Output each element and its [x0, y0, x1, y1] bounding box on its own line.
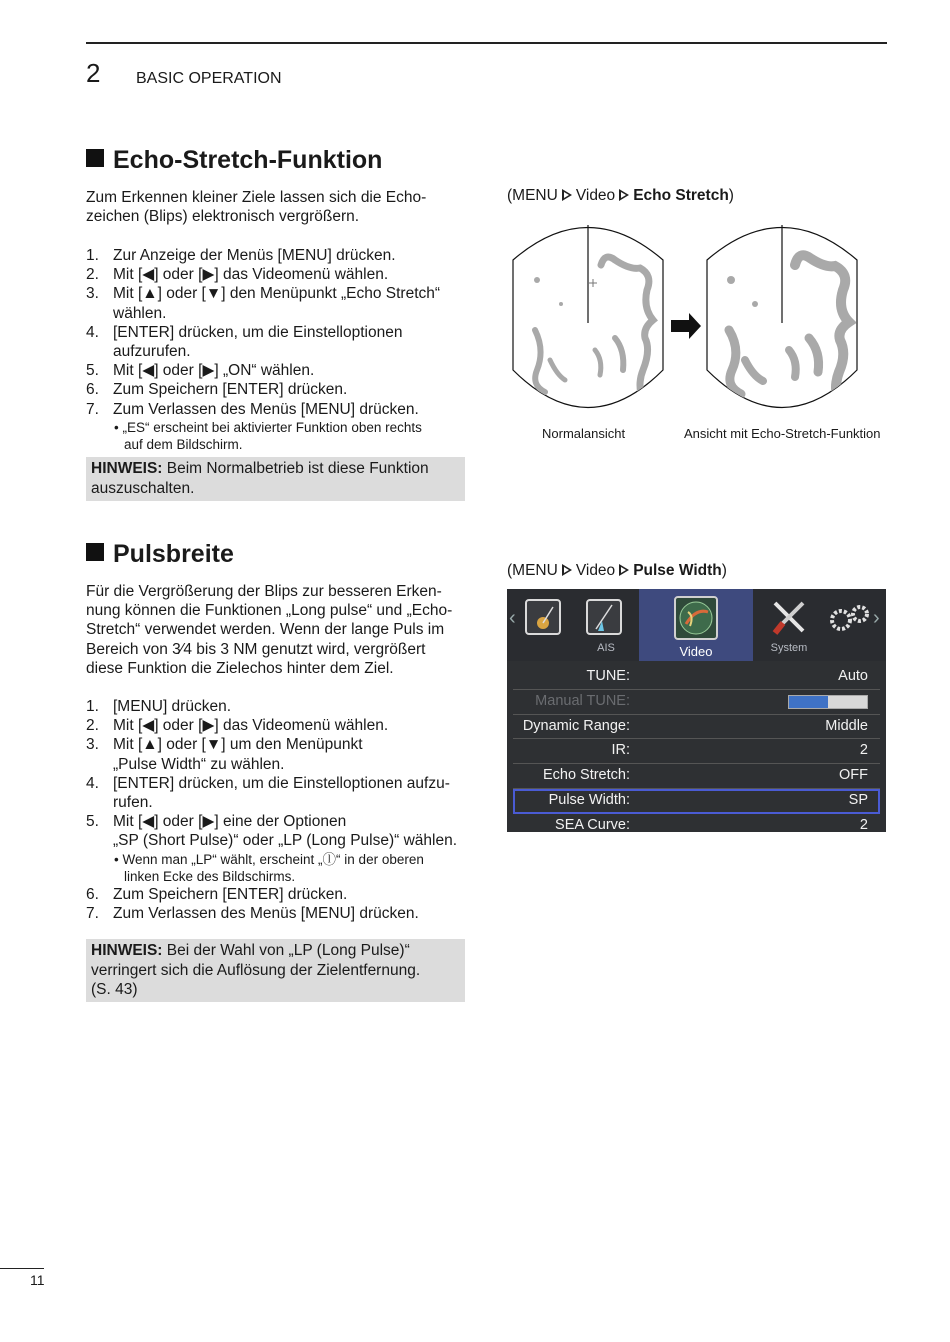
radar-video-menu	[507, 589, 886, 832]
caption-echo-stretch: Ansicht mit Echo-Stretch-Funktion	[684, 426, 881, 441]
caption-normal: Normalansicht	[542, 426, 626, 441]
radar-echo-stretch-view	[707, 225, 857, 408]
list-item: 2. Mit [◀] oder [▶] das Videomenü wählen.	[86, 266, 389, 284]
list-item: 7. Zum Verlassen des Menüs [MENU] drücken.	[86, 904, 419, 922]
pulse-menu-path: (MENU Video Pulse Width)	[507, 562, 727, 579]
tab-system[interactable]: System	[753, 589, 825, 661]
echo-note: HINWEIS: Beim Normalbetrieb ist diese Funktion auszuschalten.	[86, 457, 465, 501]
header-rule	[86, 42, 887, 44]
footer-rule	[0, 1268, 44, 1269]
menu-row-sea-curve[interactable]: SEA Curve: 2	[555, 816, 868, 832]
tab-video[interactable]: Video	[639, 589, 753, 661]
ais-icon	[586, 599, 622, 635]
wrench-screwdriver-icon	[769, 597, 809, 637]
list-item: 3. Mit [▲] oder [▼] den Menüpunkt „Echo Stretch“ wählen.	[86, 285, 441, 322]
menu-row-tune[interactable]: TUNE: Auto	[513, 665, 880, 690]
manual-tune-bar	[788, 695, 868, 709]
arrow-right-icon	[562, 189, 572, 201]
menu-row-pulse-width[interactable]: Pulse Width: SP	[513, 789, 880, 814]
chevron-right-icon[interactable]: ›	[873, 607, 880, 629]
echo-intro: Zum Erkennen kleiner Ziele lassen sich die Echo- zeichen (Blips) elektronisch vergrößern.	[86, 189, 427, 226]
manual-tune-bar-fill	[789, 696, 828, 708]
list-item: 6. Zum Speichern [ENTER] drücken.	[86, 381, 348, 399]
list-item: 3. Mit [▲] oder [▼] um den Menüpunkt „Pulse Width“ zu wählen.	[86, 736, 363, 773]
tab-settings[interactable]	[825, 589, 875, 661]
radar-gauge-icon	[525, 599, 561, 635]
arrow-right-icon	[619, 189, 629, 201]
list-item: 2. Mit [◀] oder [▶] das Videomenü wählen.	[86, 717, 389, 735]
pulse-steps	[86, 697, 471, 923]
list-item: 6. Zum Speichern [ENTER] drücken.	[86, 885, 348, 903]
arrow-right-icon	[671, 313, 701, 339]
gears-icon	[827, 603, 873, 633]
list-item: 5. Mit [◀] oder [▶] eine der Optionen „SP (Short Pulse)“ oder „LP (Long Pulse)“ wählen. • Wenn man „LP“ wählt, erscheint „ⓛ“ in der oberen linken Ecke des Bildschirms.	[86, 812, 471, 884]
echo-stretch-illustration	[505, 220, 890, 430]
menu-row-dynamic-range[interactable]: Dynamic Range: Middle	[513, 715, 880, 740]
section-square-icon	[86, 543, 104, 561]
menu-row-echo-stretch[interactable]: Echo Stretch: OFF	[513, 764, 880, 789]
list-item: 1. [MENU] drücken.	[86, 698, 232, 715]
arrow-right-icon	[619, 564, 629, 576]
menu-row-ir[interactable]: IR: 2	[513, 739, 880, 764]
list-item: 7. Zum Verlassen des Menüs [MENU] drücken. • „ES“ erscheint bei aktivierter Funktion oben rechts auf dem Bildschirm.	[86, 400, 466, 453]
section-square-icon	[86, 149, 104, 167]
pulse-note: HINWEIS: Bei der Wahl von „LP (Long Pulse)“ verringert sich die Auflösung der Zielentfernung. (S. 43)	[86, 939, 465, 1002]
video-radar-icon	[674, 596, 718, 640]
menu-rows	[513, 665, 880, 832]
tab-ais[interactable]: AIS	[573, 589, 639, 661]
echo-menu-path: (MENU Video Echo Stretch)	[507, 187, 734, 204]
chapter-number: 2	[86, 58, 101, 88]
page-number: 11	[30, 1272, 45, 1288]
list-item: 1. Zur Anzeige der Menüs [MENU] drücken.	[86, 247, 396, 264]
echo-steps	[86, 246, 466, 453]
menu-row-manual-tune: Manual TUNE:	[513, 690, 880, 715]
section-heading-pulsbreite: Pulsbreite	[86, 540, 234, 569]
section-heading-echo-stretch: Echo-Stretch-Funktion	[86, 146, 382, 175]
list-item: 4. [ENTER] drücken, um die Einstelloptionen aufzu- rufen.	[86, 774, 450, 812]
chapter-title: BASIC OPERATION	[136, 70, 282, 87]
list-item: 5. Mit [◀] oder [▶] „ON“ wählen.	[86, 362, 315, 380]
tab-radar[interactable]	[521, 589, 573, 661]
pulse-sub-note: • Wenn man „LP“ wählt, erscheint „ⓛ“ in der oberen linken Ecke des Bildschirms.	[114, 851, 424, 884]
list-item: 4. [ENTER] drücken, um die Einstelloptionen aufzurufen.	[86, 323, 403, 361]
radar-normal-view	[513, 225, 663, 408]
chevron-left-icon[interactable]: ‹	[509, 607, 516, 629]
arrow-right-icon	[562, 564, 572, 576]
menu-tab-bar	[507, 589, 886, 661]
echo-sub-note: • „ES“ erscheint bei aktivierter Funktion oben rechts auf dem Bildschirm.	[114, 419, 422, 452]
pulse-intro: Für die Vergrößerung der Blips zur besseren Erken- nung können die Funktionen „Long pulse“ und „Echo- Stretch“ verwendet werden. Wenn der lange Puls im Bereich von 3⁄4 bis 3 NM genutzt wird, vergrößert diese Funktion die Zielechos hinter dem Ziel.	[86, 583, 453, 677]
